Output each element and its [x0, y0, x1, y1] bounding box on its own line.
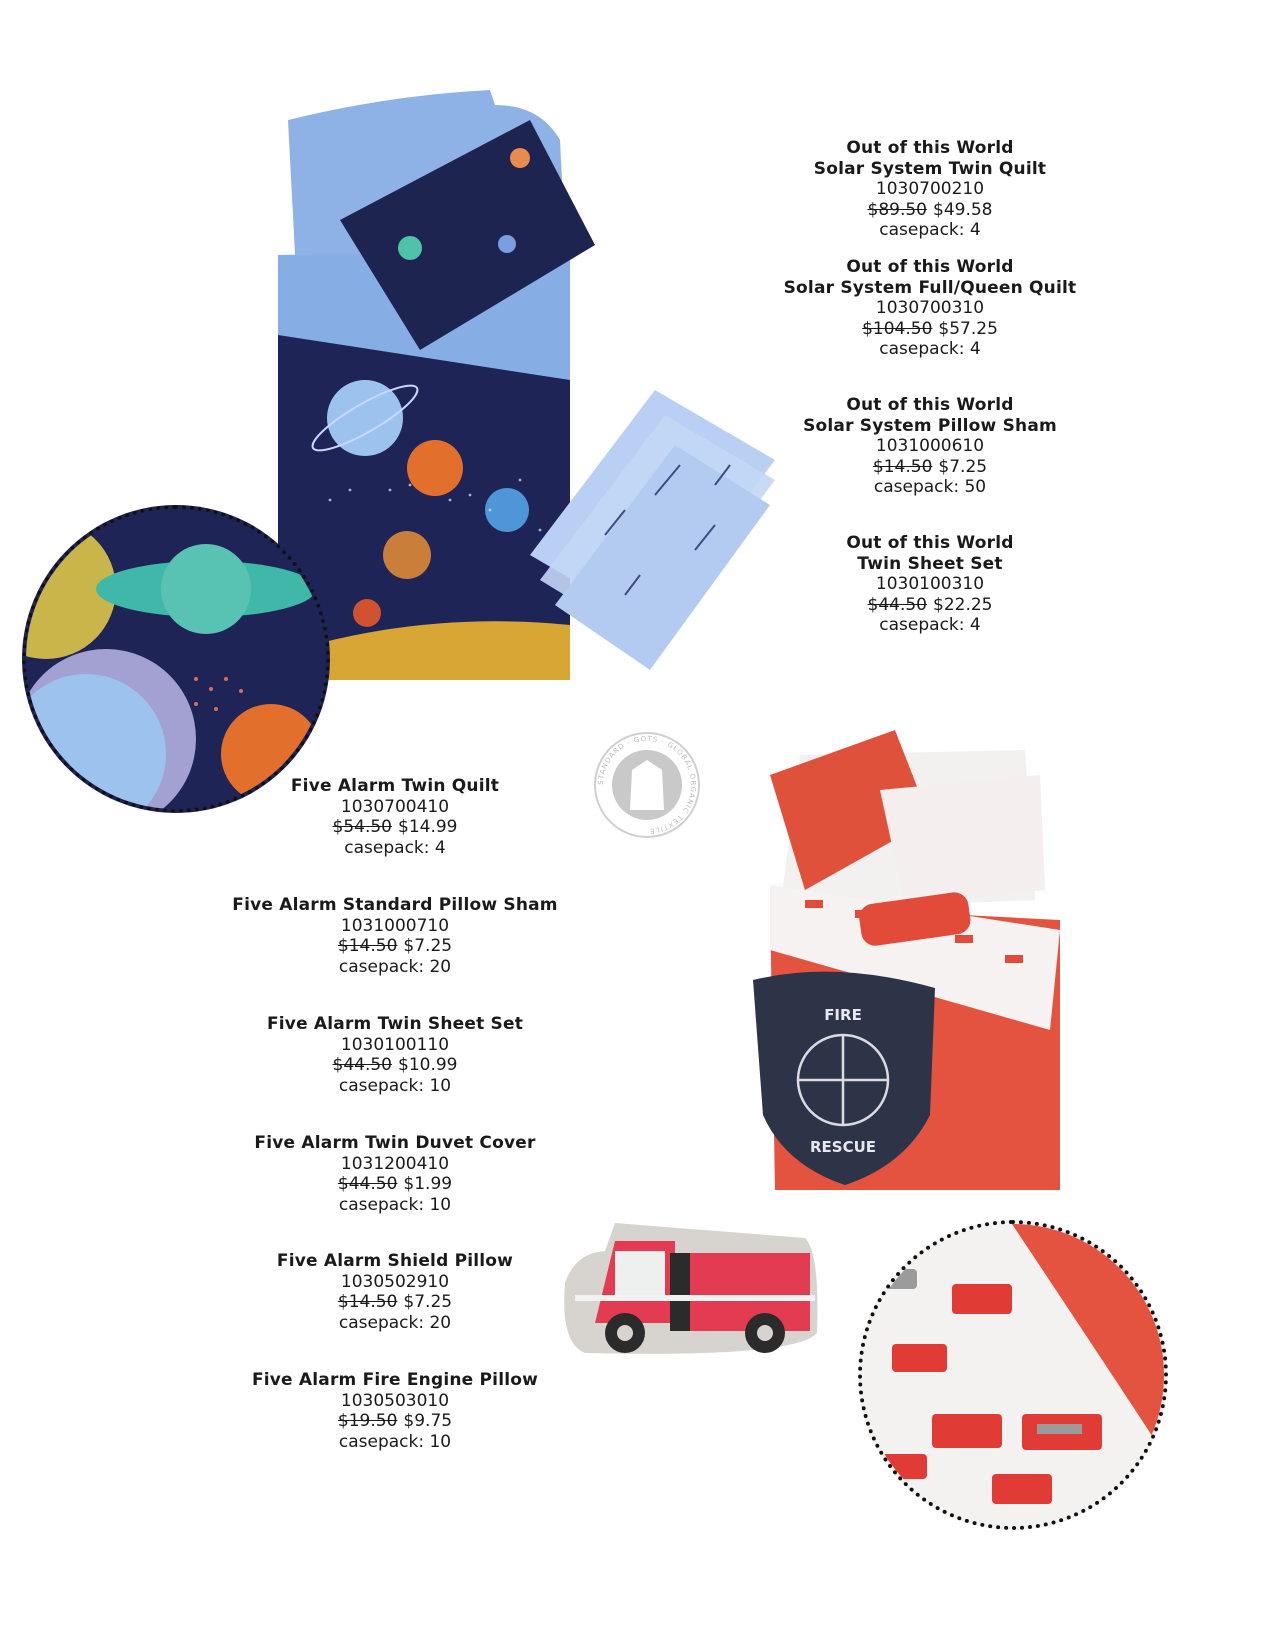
original-price: $44.50	[867, 594, 927, 615]
product-name: Out of this World	[846, 533, 1014, 553]
casepack: casepack: 4	[879, 220, 981, 240]
product-five-alarm-pillow-sham	[230, 895, 560, 977]
original-price: $14.50	[872, 456, 933, 477]
casepack: casepack: 10	[338, 1431, 452, 1452]
svg-text:STANDARD · GOTS · GLOBAL ORGAN: STANDARD · GOTS · GLOBAL ORGANIC TEXTILE	[596, 734, 698, 836]
fire-bed-image	[745, 720, 1075, 1190]
sale-price: $14.99	[398, 817, 458, 837]
product-sku: 1030100110	[340, 1034, 450, 1055]
product-five-alarm-twin-quilt	[230, 776, 560, 858]
product-name: Twin Sheet Set	[857, 553, 1003, 574]
product-name: Solar System Pillow Sham	[803, 415, 1057, 436]
sale-price: $57.25	[938, 318, 998, 339]
sale-price: $22.25	[933, 594, 993, 615]
product-name: Five Alarm Shield Pillow	[276, 1251, 514, 1271]
fire-engine-pillow-image	[555, 1213, 830, 1368]
product-name: Five Alarm Twin Duvet Cover	[254, 1133, 536, 1153]
product-five-alarm-fire-engine-pillow	[230, 1370, 560, 1452]
product-five-alarm-shield-pillow	[230, 1251, 560, 1333]
original-price: $19.50	[337, 1411, 398, 1431]
product-name: Five Alarm Twin Quilt	[290, 776, 500, 796]
product-name: Solar System Full/Queen Quilt	[783, 277, 1077, 298]
original-price: $14.50	[337, 936, 398, 956]
product-sku: 1031000710	[340, 915, 450, 936]
product-sku: 1030700310	[875, 298, 985, 318]
space-sheet-set-image	[525, 385, 775, 685]
sale-price: $9.75	[403, 1411, 453, 1431]
casepack: casepack: 20	[338, 1312, 452, 1333]
casepack: casepack: 10	[338, 1194, 452, 1215]
sale-price: $10.99	[398, 1055, 458, 1075]
product-sku: 1030502910	[340, 1271, 450, 1292]
product-sku: 1030100310	[875, 574, 985, 594]
product-five-alarm-twin-sheet-set	[230, 1014, 560, 1096]
original-price: $44.50	[332, 1055, 392, 1075]
product-space-twin-quilt	[770, 138, 1090, 241]
sale-price: $7.25	[403, 1292, 453, 1312]
fire-detail-circle	[858, 1220, 1168, 1530]
product-name: Solar System Twin Quilt	[813, 158, 1047, 179]
original-price: $14.50	[337, 1292, 398, 1312]
sale-price: $1.99	[403, 1174, 453, 1194]
product-sku: 1030700410	[340, 796, 450, 817]
casepack: casepack: 4	[879, 615, 981, 635]
casepack: casepack: 4	[879, 339, 981, 359]
sale-price: $49.58	[933, 199, 993, 220]
product-name: Five Alarm Twin Sheet Set	[266, 1014, 524, 1034]
product-space-full-queen-quilt	[770, 257, 1090, 360]
original-price: $54.50	[332, 817, 392, 837]
shield-text-bottom: RESCUE	[809, 1138, 877, 1156]
shield-text-top: FIRE	[824, 1006, 862, 1024]
product-name: Five Alarm Standard Pillow Sham	[232, 895, 558, 915]
product-sku: 1030503010	[340, 1390, 450, 1411]
original-price: $104.50	[862, 318, 933, 339]
casepack: casepack: 4	[344, 837, 446, 858]
casepack: casepack: 50	[873, 477, 987, 497]
product-space-twin-sheet-set	[770, 533, 1090, 636]
gots-seal-logo	[592, 730, 702, 840]
sale-price: $7.25	[403, 936, 453, 956]
product-name: Out of this World	[846, 395, 1014, 415]
product-name: Five Alarm Fire Engine Pillow	[251, 1370, 539, 1390]
original-price: $44.50	[337, 1174, 398, 1194]
space-detail-circle	[22, 505, 330, 813]
product-name: Out of this World	[846, 257, 1014, 277]
product-sku: 1030700210	[875, 179, 985, 199]
product-name: Out of this World	[846, 138, 1014, 158]
casepack: casepack: 20	[338, 956, 452, 977]
product-space-pillow-sham	[770, 395, 1090, 498]
fire-detail-image	[862, 1224, 1164, 1526]
product-sku: 1031200410	[340, 1153, 450, 1174]
casepack: casepack: 10	[338, 1075, 452, 1096]
space-detail-image	[26, 509, 326, 809]
product-sku: 1031000610	[875, 436, 985, 456]
sale-price: $7.25	[938, 456, 988, 477]
original-price: $89.50	[867, 199, 927, 220]
product-five-alarm-twin-duvet-cover	[230, 1133, 560, 1215]
